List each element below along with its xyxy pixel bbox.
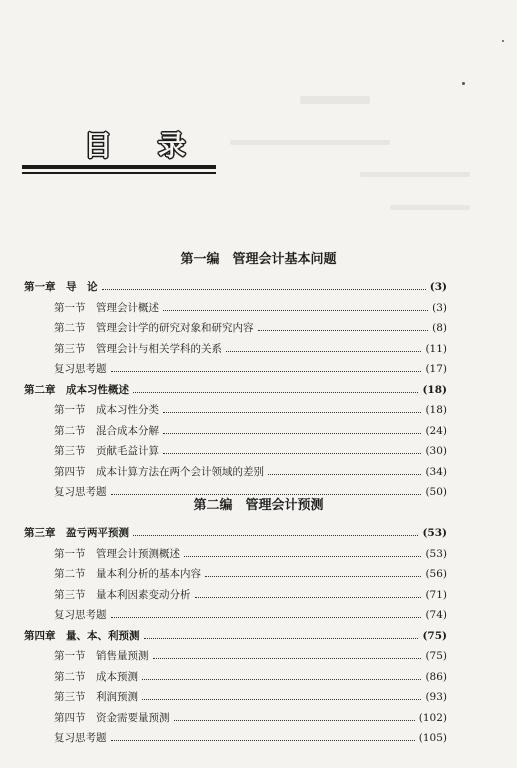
show-through-mark [230,140,390,145]
page-number: (53) [422,527,447,539]
page-number: (105) [418,732,447,744]
entry-label: 第三节 量本利因素变动分析 [54,588,191,601]
dot-leader [144,638,419,639]
entry-label: 第二节 量本利分析的基本内容 [54,568,201,580]
page-number: (75) [422,629,447,642]
page-number: (17) [425,363,447,375]
entry-label: 第三节 贡献毛益计算 [54,445,159,457]
show-through-mark [390,205,470,210]
speck [462,82,465,85]
entry-label: 第二节 混合成本分解 [54,424,159,437]
dot-leader [268,474,421,475]
entry-label: 第一节 销售量预测 [54,650,149,662]
toc-review-entry [54,730,447,746]
page-number: (30) [425,445,447,457]
toc-section-entry [54,423,447,439]
entry-label: 第一节 管理会计预测概述 [54,547,180,560]
page-number: (8) [432,322,447,334]
dot-leader [163,412,421,413]
entry-label: 复习思考题 [54,363,107,375]
toc-section-entry [54,443,447,459]
dot-leader [226,351,421,352]
dot-leader [163,453,421,454]
dot-leader [205,576,421,577]
page-number: (75) [425,650,447,662]
toc-section-entry [54,341,447,357]
dot-leader [111,617,422,618]
toc-chapter-entry [24,279,447,295]
page-number: (53) [425,547,447,560]
page-number: (86) [425,670,447,683]
dot-leader [111,740,415,741]
page-number: (18) [422,383,447,396]
part-heading: 第二编 管理会计预测 [193,498,324,513]
dot-leader [184,556,421,557]
page-number: (71) [425,588,447,601]
toc-section-entry [54,464,447,480]
toc-section-entry [54,648,447,664]
entry-label: 第三章 盈亏两平预测 [24,527,129,539]
entry-label: 第一节 管理会计概述 [54,301,159,314]
toc-section-entry [54,300,447,316]
page-number: (11) [425,342,447,355]
entry-label: 第一节 成本习性分类 [54,404,159,416]
toc-review-entry [54,607,447,623]
dot-leader [153,658,422,659]
toc-chapter-entry [24,628,447,644]
dot-leader [142,679,421,680]
dot-leader [174,720,415,721]
page-number: (50) [425,486,447,498]
toc-section-entry [54,689,447,705]
entry-label: 复习思考题 [54,609,107,621]
page-number: (3) [432,301,447,314]
entry-label: 复习思考题 [54,732,107,744]
page-number: (24) [425,424,447,437]
show-through-mark [360,172,470,177]
entry-label: 第三节 利润预测 [54,691,138,703]
toc-chapter-entry [24,525,447,541]
page-number: (56) [425,568,447,580]
part-heading: 第一编 管理会计基本问题 [180,252,337,267]
toc-section-entry [54,402,447,418]
dot-leader [111,371,422,372]
toc-chapter-entry [24,382,447,398]
entry-label: 第二节 管理会计学的研究对象和研究内容 [54,322,254,334]
page-number: (34) [425,465,447,478]
page-number: (74) [425,609,447,621]
dot-leader [163,310,428,311]
toc-section-entry [54,710,447,726]
entry-label: 第四节 资金需要量预测 [54,711,170,724]
entry-label: 第四节 成本计算方法在两个会计领域的差别 [54,465,264,478]
toc-review-entry [54,361,447,377]
dot-leader [195,597,422,598]
page-number: (93) [425,691,447,703]
dot-leader [133,392,418,393]
show-through-mark [300,96,370,104]
toc-section-entry [54,320,447,336]
page-number: (102) [418,711,447,724]
page-title: 目 录 [84,129,204,162]
entry-label: 第三节 管理会计与相关学科的关系 [54,342,222,355]
entry-label: 第二节 成本预测 [54,670,138,683]
toc-section-entry [54,546,447,562]
title-rule [22,172,216,174]
toc-section-entry [54,669,447,685]
entry-label: 第四章 量、本、利预测 [24,629,140,642]
dot-leader [133,535,418,536]
entry-label: 复习思考题 [54,486,107,498]
page-number: (3) [429,281,447,293]
toc-section-entry [54,566,447,582]
page-number: (18) [425,404,447,416]
entry-label: 第一章 导 论 [24,281,98,293]
speck [502,40,504,42]
dot-leader [102,289,426,290]
entry-label: 第二章 成本习性概述 [24,383,129,396]
title-rule [22,165,216,169]
toc-section-entry [54,587,447,603]
dot-leader [163,433,421,434]
dot-leader [258,330,429,331]
dot-leader [142,699,421,700]
